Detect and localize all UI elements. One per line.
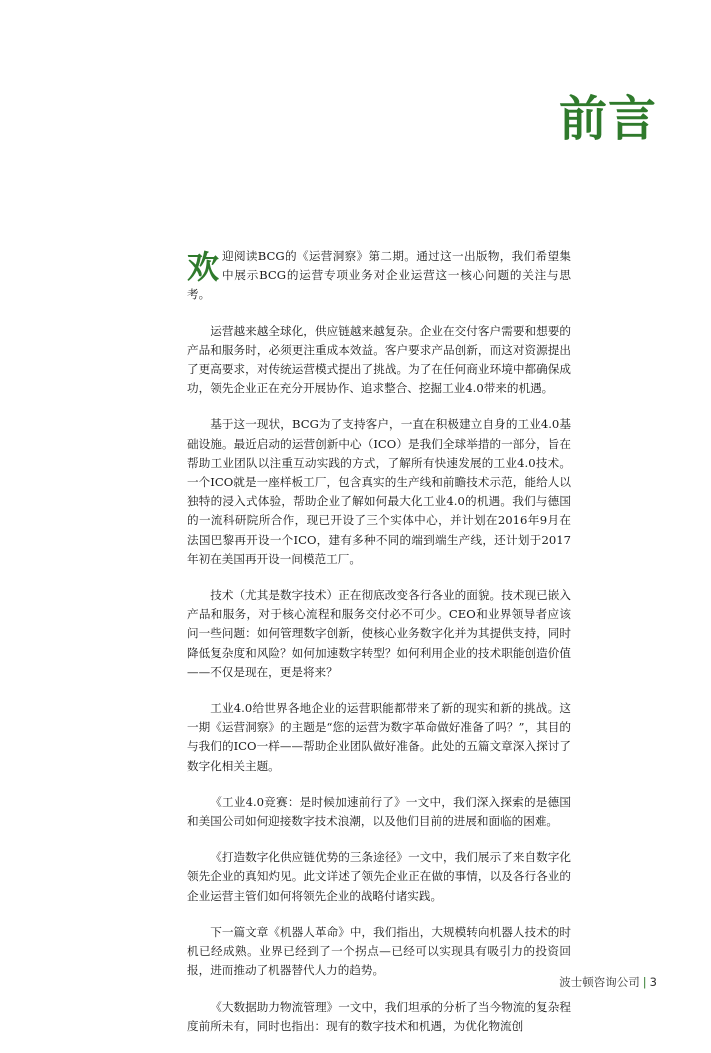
paragraph-article-3: 下一篇文章《机器人革命》中，我们指出，大规模转向机器人技术的时机已经成熟。业界已经到了一个拐点—已经可以实现具有吸引力的投资回报，进而推动了机器替代人力的趋势。 — [187, 924, 571, 978]
paragraph-article-4: 《大数据助力物流管理》一文中，我们坦承的分析了当今物流的复杂程度前所未有，同时也指出：现有的数字技术和机遇，为优化物流创 — [187, 999, 571, 1033]
page-number: 3 — [649, 975, 657, 989]
paragraph-operations: 运营越来越全球化，供应链越来越复杂。企业在交付客户需要和想要的产品和服务时，必须更注重成本效益。客户要求产品创新，而这对资源提出了更高要求，对传统运营模式提出了挑战。为了在任何商业环境中都确保成功，领先企业正在充分开展协作、追求整合、挖掘工业4.0带来的机遇。 — [187, 323, 571, 396]
paragraph-article-2: 《打造数字化供应链优势的三条途径》一文中，我们展示了来自数字化领先企业的真知灼见。此文详述了领先企业正在做的事情，以及各行各业的企业运营主管们如何将领先企业的战略付诸实践。 — [187, 850, 571, 903]
footer-company: 波士顿咨询公司 — [559, 975, 640, 989]
intro-paragraph — [187, 247, 571, 305]
drop-cap: 欢 — [187, 248, 220, 286]
intro-text: 迎阅读BCG的《运营洞察》第二期。通过这一出版物，我们希望集中展示BCG的运营专项业务对企业运营这一核心问题的关注与思考。 — [187, 249, 571, 302]
paragraph-technology: 技术（尤其是数字技术）正在彻底改变各行各业的面貌。技术现已嵌入产品和服务，对于核心流程和服务交付必不可少。CEO和业界领导者应该问一些问题：如何管理数字创新，使核心业务数字化并为其提供支持，同时降低复杂度和风险？如何加速数字转型？如何利用企业的技术职能创造价值——不仅是现在，更是将来？ — [187, 588, 571, 679]
page-footer — [559, 974, 657, 990]
paragraph-ico: 基于这一现状，BCG为了支持客户，一直在积极建立自身的工业4.0基础设施。最近启动的运营创新中心（ICO）是我们全球举措的一部分，旨在帮助工业团队以注重互动实践的方式，了解所有快速发展的工业4.0技术。一个ICO就是一座样板工厂，包含真实的生产线和前瞻技术示范，能给人以独特的浸入式体验，帮助企业了解如何最大化工业4.0的机遇。我们与德国的一流科研院所合作，现已开设了三个实体中心，并计划在2016年9月在法国巴黎再开设一个ICO，建有多种不同的端到端生产线，还计划于2017年初在美国再开设一间模范工厂。 — [187, 417, 571, 566]
body-text — [187, 247, 571, 1053]
paragraph-article-1: 《工业4.0竞赛：是时候加速前行了》一文中，我们深入探索的是德国和美国公司如何迎接数字技术浪潮，以及他们目前的进展和面临的困难。 — [187, 794, 571, 829]
page-title: 前言 — [558, 91, 657, 147]
footer-separator: | — [642, 975, 647, 989]
paragraph-industry40: 工业4.0给世界各地企业的运营职能都带来了新的现实和新的挑战。这一期《运营洞察》的主题是“您的运营为数字革命做好准备了吗？”，其目的与我们的ICO一样——帮助企业团队做好准备。此处的五篇文章深入探讨了数字化相关主题。 — [187, 701, 571, 773]
